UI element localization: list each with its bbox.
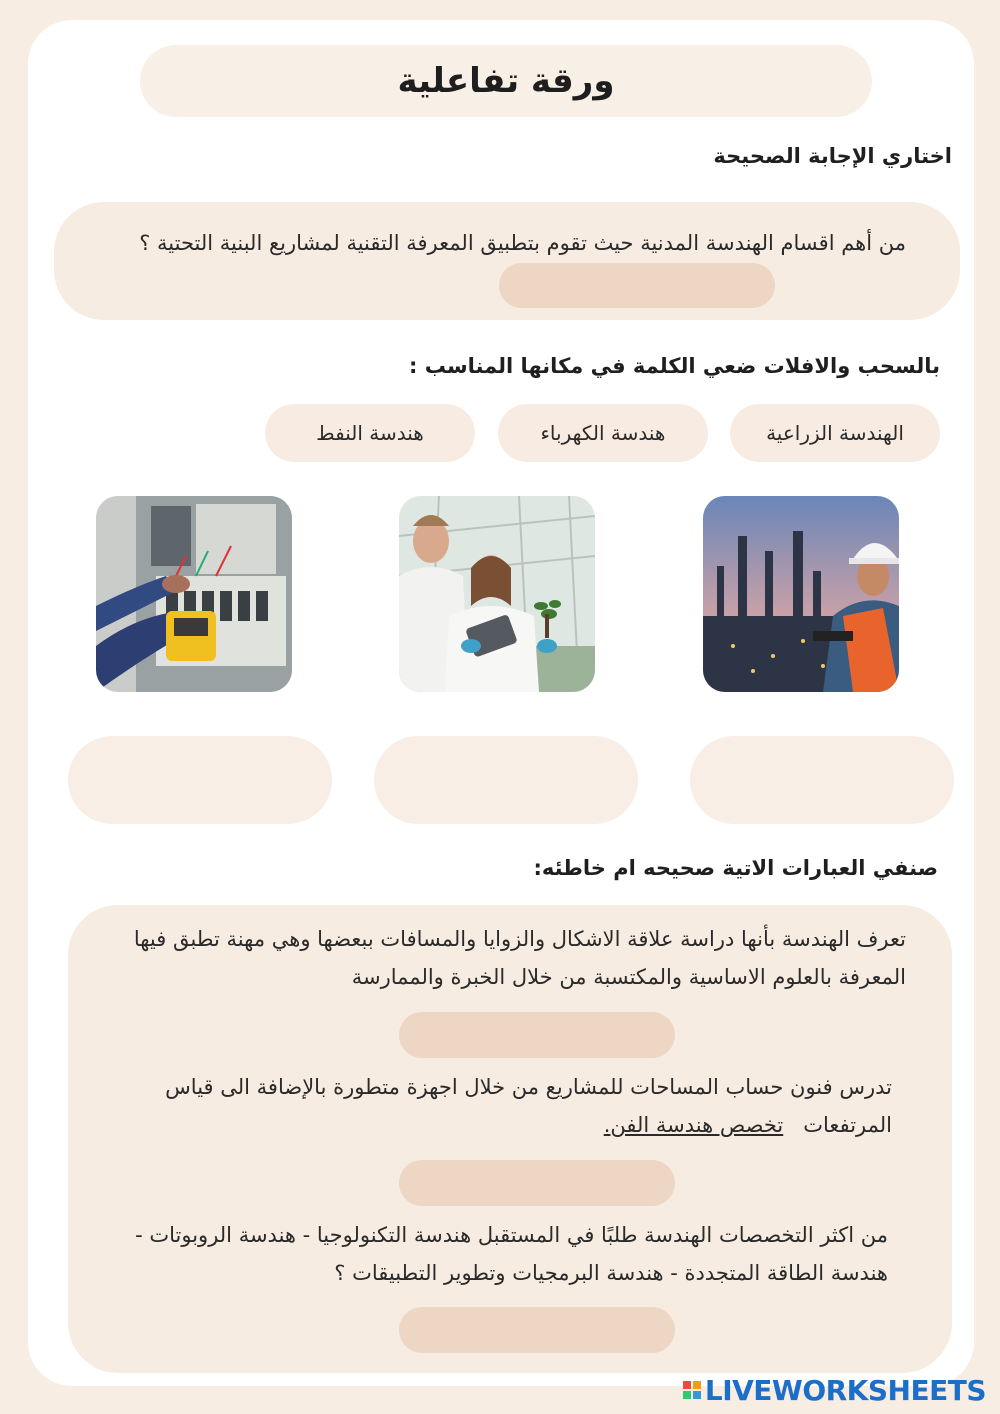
chip-electrical-engineering[interactable]: هندسة الكهرباء <box>498 404 708 462</box>
section1-heading: اختاري الإجابة الصحيحة <box>713 144 952 168</box>
agriculture-scientists-photo <box>399 496 595 692</box>
section2-heading: بالسحب والافلات ضعي الكلمة في مكانها المناسب : <box>409 354 940 378</box>
question1-answer-dropdown[interactable] <box>499 263 775 308</box>
logo-text: LIVEWORKSHEETS <box>704 1373 986 1407</box>
dropzone-3[interactable] <box>68 736 332 824</box>
dropzone-1[interactable] <box>690 736 954 824</box>
chip-petroleum-engineering[interactable]: هندسة النفط <box>265 404 475 462</box>
chip-agricultural-engineering[interactable]: الهندسة الزراعية <box>730 404 940 462</box>
statement-3-answer-dropdown[interactable] <box>399 1307 675 1353</box>
liveworksheets-logo <box>683 1374 986 1406</box>
refinery-engineer-photo <box>703 496 899 692</box>
logo-grid-icon <box>683 1381 701 1399</box>
electrician-photo <box>96 496 292 692</box>
statement-3: من اكثر التخصصات الهندسة طلبًا في المستقبل هندسة التكنولوجيا - هندسة الروبوتات - هندسة الطاقة المتجددة - هندسة البرمجيات وتطوير التطبيقات ؟ <box>135 1223 888 1285</box>
statement-2 <box>122 1068 892 1144</box>
statement-2-answer-dropdown[interactable] <box>399 1160 675 1206</box>
statement-1: تعرف الهندسة بأنها دراسة علاقة الاشكال والزوايا والمسافات ببعضها وهي مهنة تطبق فيها المعرفة بالعلوم الاساسية والمكتسبة من خلال الخبرة والممارسة <box>133 927 906 989</box>
page-title: ورقة تفاعلية <box>140 45 872 117</box>
statement-1-answer-dropdown[interactable] <box>399 1012 675 1058</box>
question1-text: من أهم اقسام الهندسة المدنية حيث تقوم بتطبيق المعرفة التقنية لمشاريع البنية التحتية ؟ <box>139 231 906 255</box>
statement-2-underlined: تخصص هندسة الفن. <box>603 1113 784 1137</box>
statement-2-text: تدرس فنون حساب المساحات للمشاريع من خلال اجهزة متطورة بالإضافة الى قياس المرتفعات <box>165 1075 892 1137</box>
dropzone-2[interactable] <box>374 736 638 824</box>
section3-heading: صنفي العبارات الاتية صحيحه ام خاطئه: <box>533 856 938 880</box>
